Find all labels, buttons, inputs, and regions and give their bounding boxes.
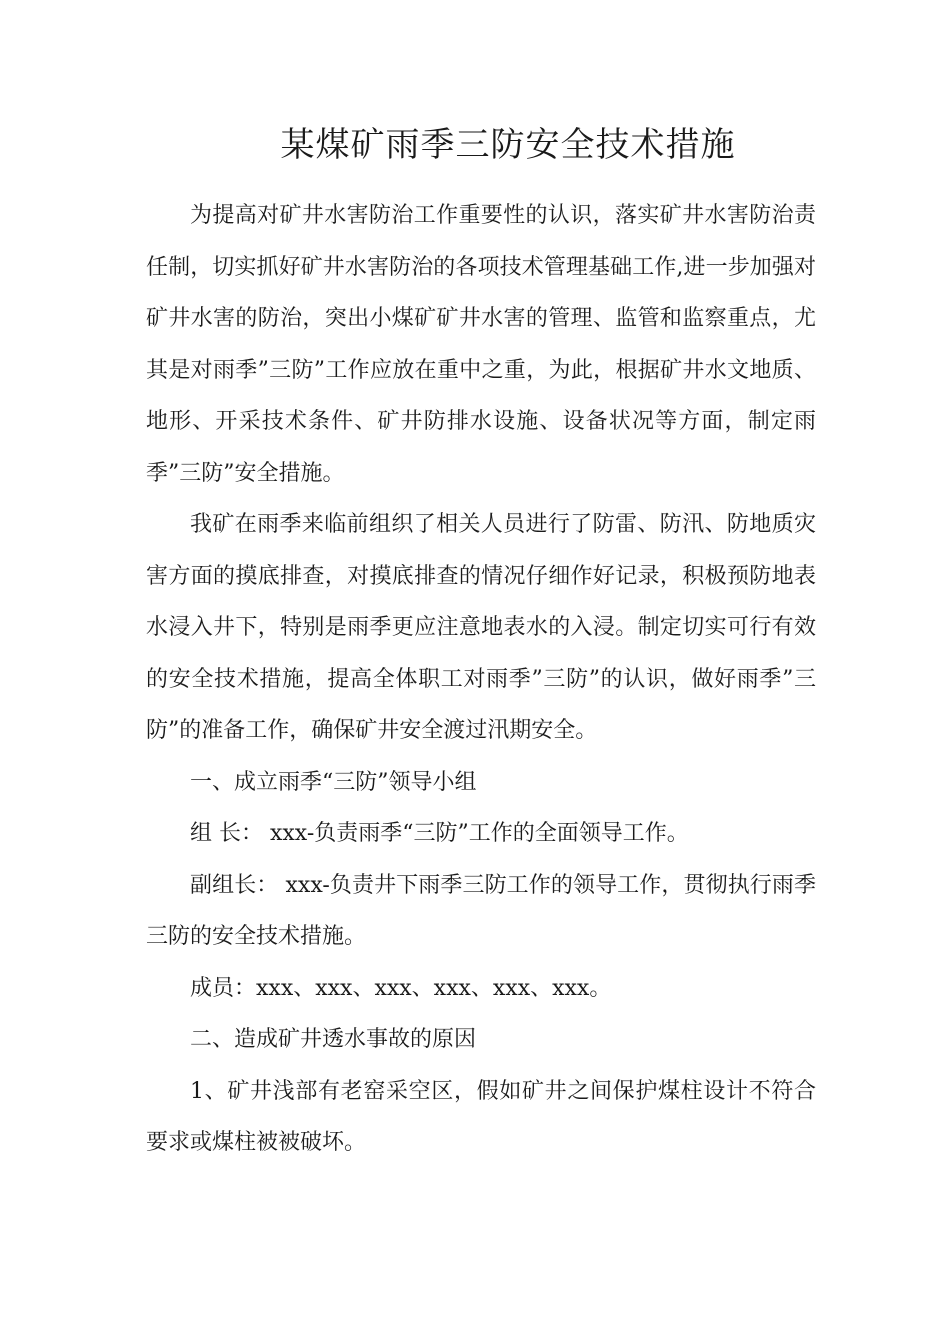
paragraph-deputy-leader: 副组长： xxx-负责井下雨季三防工作的领导工作，贯彻执行雨季三防的安全技术措施。 bbox=[146, 872, 816, 949]
paragraph-cause-1: 1、矿井浅部有老窑采空区，假如矿井之间保护煤柱设计不符合要求或煤柱被被破坏。 bbox=[146, 1078, 816, 1155]
paragraph-leader: 组 长： xxx-负责雨季“三防”工作的全面领导工作。 bbox=[190, 821, 689, 846]
document-title: 某煤矿雨季三防安全技术措施 bbox=[280, 125, 736, 165]
section-heading-2: 二、造成矿井透水事故的原因 bbox=[190, 1027, 477, 1052]
paragraph-members: 成员：xxx、xxx、xxx、xxx、xxx、xxx。 bbox=[190, 975, 612, 1001]
paragraph-intro: 为提高对矿井水害防治工作重要性的认识，落实矿井水害防治责任制，切实抓好矿井水害防治的各项技术管理基础工作,进一步加强对矿井水害的防治，突出小煤矿矿井水害的管理、监管和监察重点，尤其是对雨季”三防”工作应放在重中之重，为此，根据矿井水文地质、地形、开采技术条件、矿井防排水设施、设备状况等方面，制定雨季”三防”安全措施。 bbox=[146, 203, 816, 486]
paragraph-preparation: 我矿在雨季来临前组织了相关人员进行了防雷、防汛、防地质灾害方面的摸底排查，对摸底排查的情况仔细作好记录，积极预防地表水浸入井下，特别是雨季更应注意地表水的入浸。制定切实可行有效的安全技术措施，提高全体职工对雨季”三防”的认识，做好雨季”三防”的准备工作，确保矿井安全渡过汛期安全。 bbox=[146, 512, 816, 743]
section-heading-1: 一、成立雨季“三防”领导小组 bbox=[190, 769, 477, 795]
document-body bbox=[146, 190, 816, 1169]
